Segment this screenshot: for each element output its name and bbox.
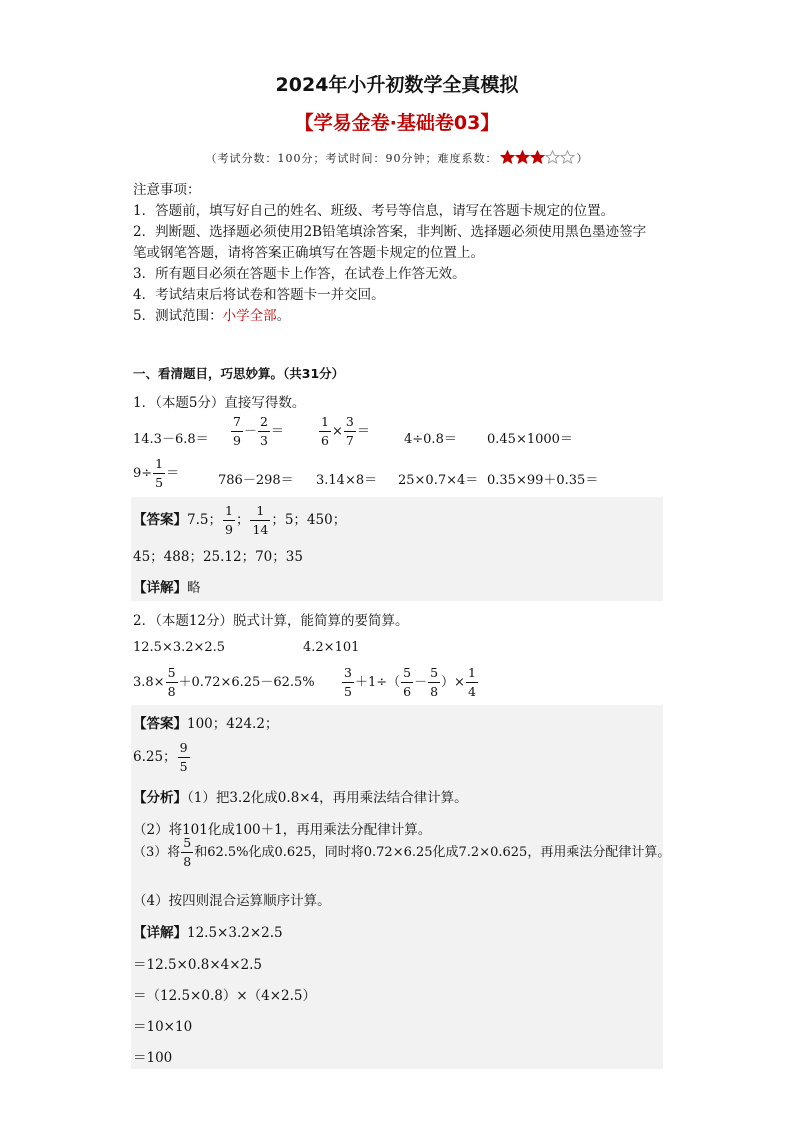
q1-expr-2: $\frac{7}{9}$ － $\frac{2}{3}$ ＝ — [233, 414, 284, 448]
q2-problem-1: 12.5×3.2×2.5 — [133, 640, 226, 655]
q1-detail: 【详解】略 — [133, 580, 201, 596]
note-item-4: 4．考试结束后将试卷和答题卡一并交回。 — [133, 287, 385, 303]
q2-stem: 2．（本题12分）脱式计算，能简算的要简算。 — [133, 613, 409, 629]
q2-answer: 【答案】100；424.2； — [133, 716, 279, 732]
page-subtitle: 【学易金卷·基础卷03】 — [294, 112, 500, 134]
notes-heading: 注意事项： — [133, 182, 201, 198]
q1-expr-7: 786－298＝ — [218, 473, 294, 488]
q2-analysis-3: （3）将 $\frac{5}{8}$ 和62.5%化成0.625，同时将0.72×6.25化成7.2×0.625，再用乘法分配律计算。 — [133, 835, 671, 869]
q1-expr-8: 3.14×8＝ — [316, 473, 378, 488]
note-item-3: 3．所有题目必须在答题卡上作答，在试卷上作答无效。 — [133, 266, 466, 282]
answer-label: 【答案】 — [133, 716, 187, 732]
q1-expr-4: 4÷0.8＝ — [404, 432, 457, 447]
fraction: $\frac{7}{9}$ — [233, 414, 241, 448]
q1-stem: 1．（本题5分）直接写得数。 — [133, 395, 306, 411]
fraction: $\frac{9}{5}$ — [179, 740, 188, 774]
q1-expr-9: 25×0.7×4＝ — [398, 473, 479, 488]
detail-label: 【详解】 — [133, 580, 187, 596]
analysis-label: 【分析】 — [133, 790, 187, 806]
detail-label: 【详解】 — [133, 925, 187, 941]
q2-detail-1: 【详解】12.5×3.2×2.5 — [133, 925, 283, 941]
fraction: $\frac{3}{5}$ — [344, 665, 352, 699]
q2-answer-block — [131, 705, 663, 1069]
fraction: $\frac{1}{6}$ — [321, 414, 329, 448]
exam-info-suffix: ） — [576, 152, 589, 165]
q2-analysis-4: （4）按四则混合运算顺序计算。 — [133, 893, 331, 909]
fraction: $\frac{1}{14}$ — [252, 503, 269, 537]
q2-problem-4: $\frac{3}{5}$ ＋1÷（ $\frac{5}{6}$ － $\frac{5}{8}$ ）× $\frac{1}{4}$ — [344, 665, 476, 699]
q1-expr-10: 0.35×99＋0.35＝ — [487, 473, 599, 488]
q2-detail-3: ＝（12.5×0.8）×（4×2.5） — [133, 988, 317, 1004]
note-item-2b: 笔或钢笔答题，请将答案正确填写在答题卡规定的位置上。 — [133, 245, 484, 261]
exam-info-prefix: （考试分数：100分；考试时间：90分钟；难度系数： — [205, 152, 498, 165]
test-scope: 小学全部 — [222, 308, 277, 324]
page-title: 2024年小升初数学全真模拟 — [275, 74, 519, 96]
q1-expr-5: 0.45×1000＝ — [487, 432, 573, 447]
star-empty-icon — [545, 150, 560, 164]
note-item-5-suffix: 。 — [276, 308, 291, 324]
fraction: $\frac{1}{4}$ — [467, 665, 476, 699]
star-filled-icon — [530, 150, 545, 164]
note-item-2a: 2．判断题、选择题必须使用2B铅笔填涂答案，非判断、选择题必须使用黑色墨迹签字 — [133, 224, 647, 240]
q2-detail-5: ＝100 — [133, 1050, 173, 1066]
section-title: 一、看清题目，巧思妙算。（共31分） — [133, 366, 345, 381]
q1-answer-line-2: 45；488；25.12；70；35 — [133, 549, 303, 565]
q2-answer-line-2: 6.25； $\frac{9}{5}$ — [133, 740, 188, 774]
fraction: $\frac{1}{9}$ — [224, 503, 233, 537]
q2-analysis-2: （2）将101化成100＋1，再用乘法分配律计算。 — [133, 822, 432, 838]
q1-expr-1: 14.3－6.8＝ — [133, 432, 209, 447]
star-filled-icon — [515, 150, 530, 164]
q2-problem-2: 4.2×101 — [303, 640, 360, 655]
fraction: $\frac{5}{8}$ — [430, 665, 439, 699]
exam-info — [0, 150, 794, 167]
note-item-1: 1．答题前，填写好自己的姓名、班级、考号等信息，请写在答题卡规定的位置。 — [133, 203, 615, 219]
answer-label: 【答案】 — [133, 512, 187, 528]
q1-expr-6: 9÷ $\frac{1}{5}$ ＝ — [133, 456, 180, 490]
fraction: $\frac{5}{8}$ — [167, 665, 176, 699]
note-item-5 — [133, 304, 290, 324]
q2-problem-3: 3.8× $\frac{5}{8}$ ＋0.72×6.25－62.5% — [133, 665, 315, 699]
q2-detail-2: ＝12.5×0.8×4×2.5 — [133, 957, 263, 973]
q1-answer: 【答案】7.5； $\frac{1}{9}$ ； $\frac{1}{14}$ ；5；450； — [133, 503, 347, 537]
star-empty-icon — [560, 150, 575, 164]
note-item-5-prefix: 5．测试范围： — [133, 308, 223, 324]
q1-expr-3: $\frac{1}{6}$ × $\frac{3}{7}$ ＝ — [321, 414, 370, 448]
fraction: $\frac{5}{8}$ — [183, 835, 192, 869]
q2-detail-4: ＝10×10 — [133, 1019, 193, 1035]
fraction: $\frac{3}{7}$ — [345, 414, 354, 448]
star-filled-icon — [500, 150, 515, 164]
difficulty-stars — [500, 150, 575, 167]
q2-analysis-1: 【分析】（1）把3.2化成0.8×4，再用乘法结合律计算。 — [133, 790, 468, 806]
fraction: $\frac{2}{3}$ — [259, 414, 268, 448]
fraction: $\frac{5}{6}$ — [403, 665, 412, 699]
fraction: $\frac{1}{5}$ — [155, 456, 164, 490]
